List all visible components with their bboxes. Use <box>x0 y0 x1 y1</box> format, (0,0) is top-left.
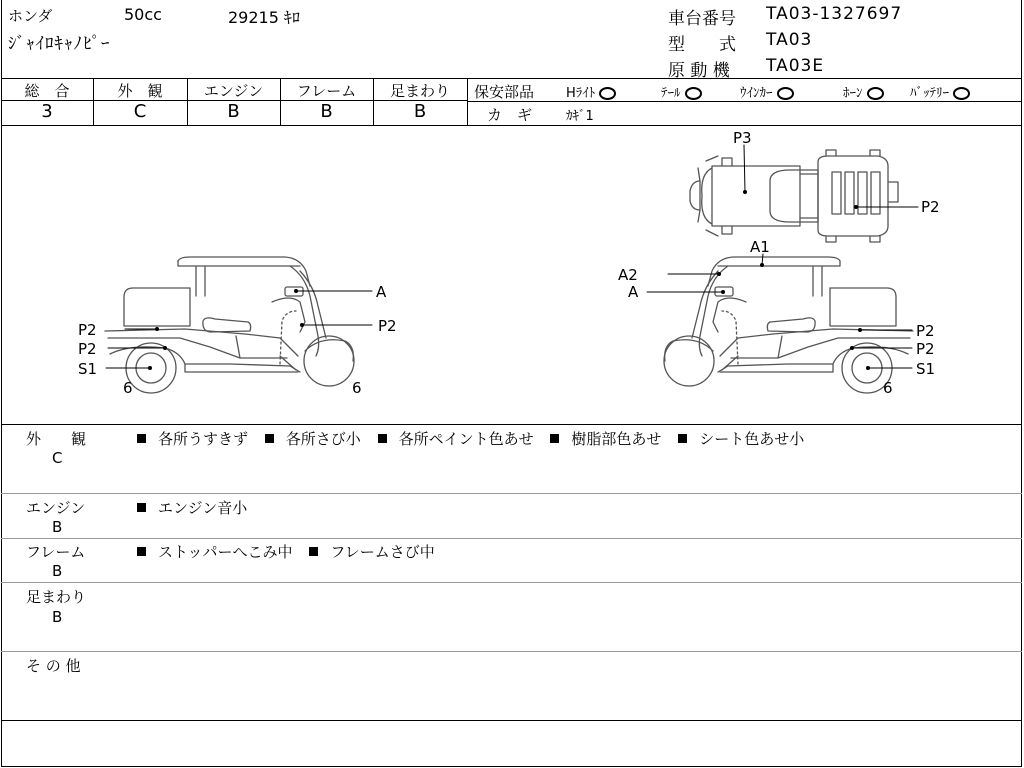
remarks-exterior-items: 各所うすきず 各所さび小 各所ペイント色あせ 樹脂部色あせ シート色あせ小 <box>137 428 804 449</box>
label-right-A1: A1 <box>750 238 770 256</box>
label-right-P2-mid: P2 <box>916 340 935 358</box>
label-left-P2-front: P2 <box>378 317 397 335</box>
bullet-square-icon <box>137 547 146 556</box>
label-left-six-front: 6 <box>352 379 362 397</box>
remarks-suspension-grade: B <box>52 608 63 626</box>
label-top-P3: P3 <box>733 129 752 147</box>
remarks-frame-items: ストッパーへこみ中 フレームさび中 <box>137 541 435 562</box>
remarks-frame-label: フレーム <box>26 543 86 561</box>
label-left-A: A <box>376 283 387 301</box>
bullet-square-icon <box>678 434 687 443</box>
safety-item-horn: ﾎｰﾝ <box>843 82 884 101</box>
bullet-square-icon <box>137 434 146 443</box>
frame-no-label: 車台番号 <box>668 9 736 29</box>
mileage: 29215 ｷﾛ <box>228 8 300 27</box>
type-value: TA03 <box>766 30 813 50</box>
remarks-engine-label: エンジン <box>26 499 86 517</box>
bullet-square-icon <box>550 434 559 443</box>
bullet-square-icon <box>309 547 318 556</box>
remarks-exterior-grade: C <box>52 449 63 467</box>
frame-no-value: TA03-1327697 <box>766 4 903 24</box>
ok-circle-icon <box>599 87 616 100</box>
remarks-top-border <box>1 424 1022 425</box>
label-right-P2-top: P2 <box>916 322 935 340</box>
damage-dots <box>148 190 870 370</box>
engine-grade-label: エンジン <box>203 82 264 100</box>
label-left-six-rear: 6 <box>123 379 133 397</box>
right-side-scooter-drawing <box>664 257 913 393</box>
suspension-grade-value: B <box>413 101 427 122</box>
suspension-grade-label: 足まわり <box>389 82 450 100</box>
label-left-P2-top: P2 <box>78 321 97 339</box>
remarks-frame-grade: B <box>52 562 63 580</box>
remarks-bottom-border <box>1 720 1022 721</box>
engine-grade-value: B <box>227 101 240 122</box>
bullet-square-icon <box>378 434 387 443</box>
exterior-grade-value: C <box>133 101 147 122</box>
remarks-engine-items: エンジン音小 <box>137 497 247 518</box>
overall-grade-label: 総 合 <box>24 82 70 100</box>
remarks-suspension-label: 足まわり <box>26 588 87 606</box>
safety-parts-label: 保安部品 <box>474 83 535 101</box>
type-label: 型 式 <box>668 35 736 55</box>
label-right-A: A <box>628 283 639 301</box>
safety-item-headlight: Hﾗｲﾄ <box>566 82 616 101</box>
safety-item-taillight: ﾃｰﾙ <box>661 82 702 101</box>
safety-item-winker: ｳｲﾝｶｰ <box>740 82 794 101</box>
label-top-P2: P2 <box>921 198 940 216</box>
remarks-engine-grade: B <box>52 518 63 536</box>
label-left-P2-mid: P2 <box>78 340 97 358</box>
key-label: カ ギ <box>487 106 533 124</box>
ok-circle-icon <box>867 87 884 100</box>
label-right-S1: S1 <box>916 360 936 378</box>
bullet-square-icon <box>265 434 274 443</box>
safety-item-battery: ﾊﾞｯﾃﾘｰ <box>910 82 970 101</box>
label-left-S1: S1 <box>78 360 98 378</box>
ok-circle-icon <box>953 87 970 100</box>
diagram-labels <box>78 129 940 397</box>
key-value: ｶｷﾞ1 <box>566 109 594 124</box>
ok-circle-icon <box>685 87 702 100</box>
frame-grade-value: B <box>320 101 333 122</box>
exterior-grade-label: 外 観 <box>117 82 163 100</box>
remarks-exterior-label: 外 観 <box>26 430 87 448</box>
model-name: ｼﾞｬｲﾛｷｬﾉﾋﾟｰ <box>8 34 111 54</box>
safety-divider <box>467 101 1022 102</box>
label-right-A2: A2 <box>618 266 638 284</box>
engine-value: TA03E <box>766 56 825 76</box>
displacement: 50cc <box>124 5 162 24</box>
grade-table-top-border <box>1 78 1022 79</box>
overall-grade-value: 3 <box>41 101 53 122</box>
bullet-square-icon <box>137 503 146 512</box>
damage-diagram <box>0 126 1022 424</box>
remarks-other-label: そ の 他 <box>26 657 81 675</box>
engine-label: 原 動 機 <box>668 61 730 81</box>
top-view-scooter-drawing <box>690 150 898 242</box>
ok-circle-icon <box>777 87 794 100</box>
maker: ホンダ <box>8 7 53 25</box>
label-right-six: 6 <box>883 379 893 397</box>
frame-grade-label: フレーム <box>296 82 357 100</box>
